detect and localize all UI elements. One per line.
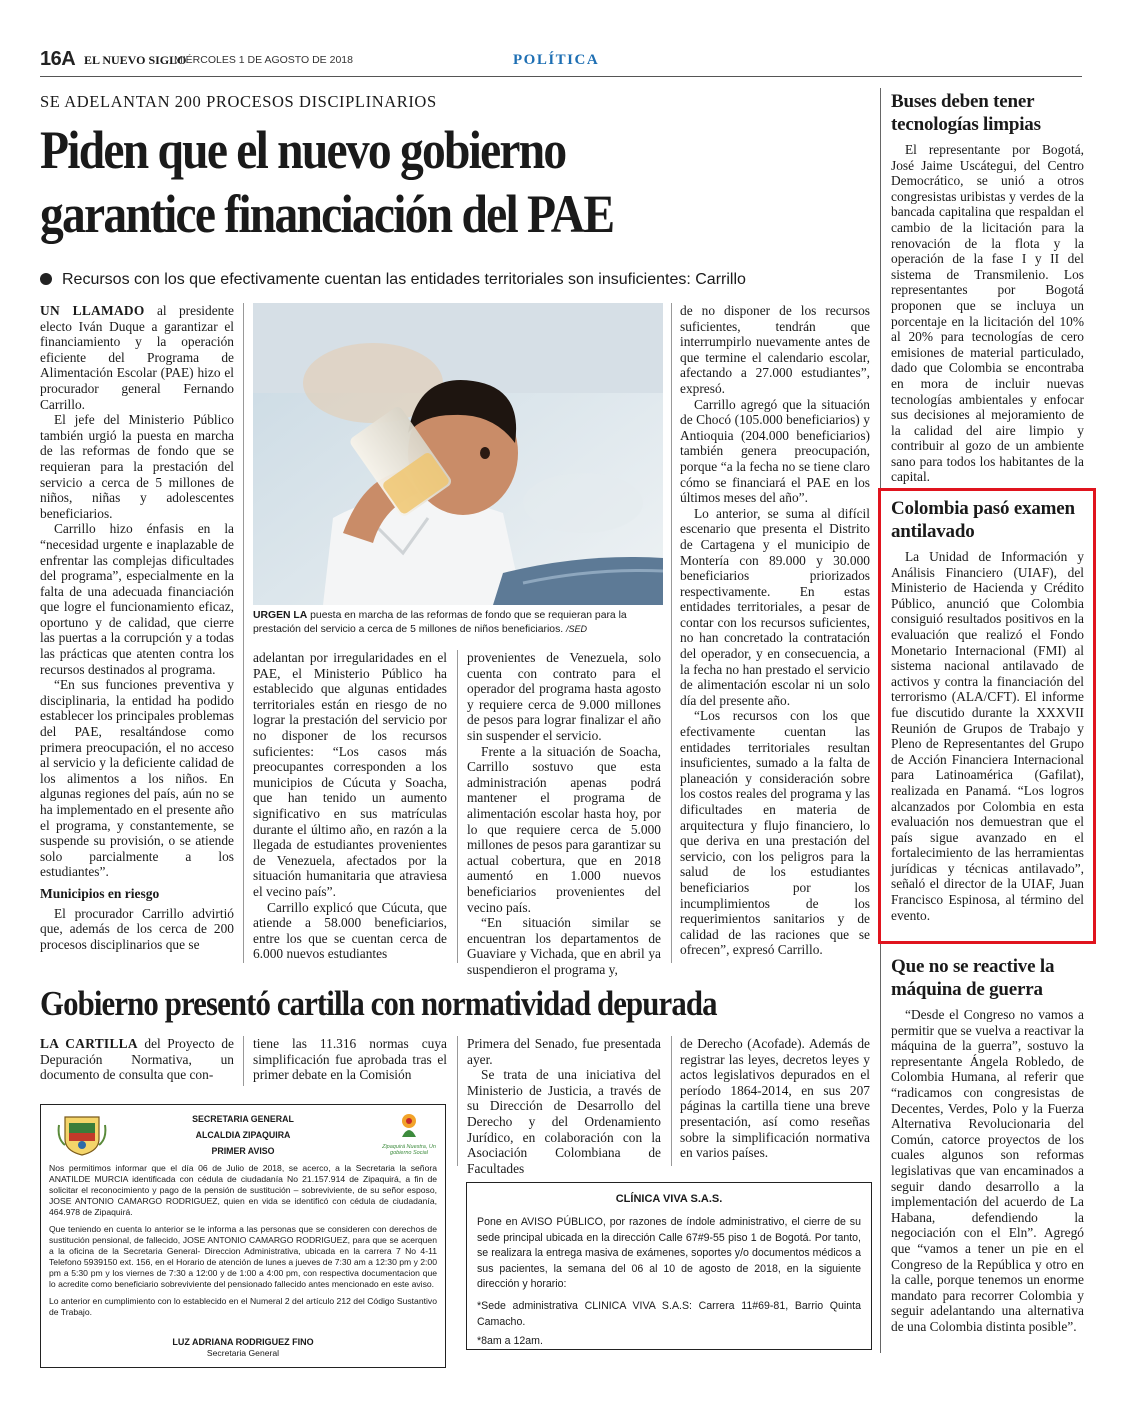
column-divider: [671, 1036, 672, 1166]
lead-in: UN LLAMADO: [40, 303, 145, 318]
sidebar-story-antilavado: [891, 497, 1084, 923]
paragraph: “Los recursos con los que efectivamente cuentan las entidades territoriales resultan insuficientes, sumado a la falta de planeación y consideración sobre los costos reales del programa y las dificultades en materia de arquitectura y flujo financiero, lo que deriva en una prestación del servicio, con los peligros para la salud de los estudiantes beneficiarios por los incumplimientos de los requerimientos sanitarios y de calidad de las raciones que se ofrecen”, expresó Carrillo.: [680, 708, 870, 958]
article-column-2: [253, 650, 447, 963]
notice-body: [49, 1163, 437, 1318]
second-column-2: [253, 1036, 447, 1083]
paragraph: de no disponer de los recursos suficientes, tendrán que interrumpirlo nuevamente antes de que termine el calendario escolar, afectando a 27.000 estudiantes”, expresó.: [680, 303, 870, 396]
story-title: Que no se reactive la máquina de guerra: [891, 956, 1055, 1000]
column-divider: [243, 1036, 244, 1086]
signer-role: Secretaria General: [206, 1348, 280, 1358]
lead-in: LA CARTILLA: [40, 1036, 138, 1051]
kicker: SE ADELANTAN 200 PROCESOS DISCIPLINARIOS: [40, 92, 437, 111]
column-divider: [243, 303, 244, 963]
paragraph: adelantan por irregularidades en el PAE, el Ministerio Público ha establecido que algunas entidades territoriales están en riesgo de no lograr la prestación del servicio por no disponer de los recursos suficientes: “Los casos más preocupantes corresponden a los municipios de Cúcuta y Soacha, que han tenido un aumento significativo en sus matrículas durante el último año, en razón a la llegada de estudiantes provenientes de Venezuela, afectados por la situación humanitaria que atraviesa el vecino país”.: [253, 650, 447, 899]
paragraph: Carrillo explicó que Cúcuta, que atiende a 58.000 beneficiarios, entre los que se cuentan cerca de 6.000 nuevos estudiantes: [253, 899, 447, 962]
paragraph: Frente a la situación de Soacha, Carrillo sostuvo que esta administración apenas podrá mantener el programa de alimentación escolar hasta hoy, por lo que requiere cerca de 5.000 millones de pesos para garantizar su actual cobertura, que en 2018 aumentó en 1.000 nuevos beneficiarios provenientes del vecino país.: [467, 743, 661, 915]
bullet-icon: [40, 273, 52, 285]
deck: [40, 271, 880, 289]
paragraph: “En situación similar se encuentran los departamentos de Guaviare y Vichada, que en abril ya suspendieron el programa y,: [467, 915, 661, 977]
paragraph: El procurador Carrillo advirtió que, además de los cerca de 200 procesos disciplinarios que se: [40, 905, 234, 952]
column-divider: [457, 1036, 458, 1166]
paragraph: Carrillo agregó que la situación de Chocó (105.000 beneficiarios) y Antioquia (204.000 beneficiarios) también genera preocupación, porque “a la fecha no se tiene claro cómo se financiará el PAE en los últimos meses del año”.: [680, 396, 870, 506]
notice-title-2: ALCALDIA ZIPAQUIRA: [195, 1130, 291, 1140]
notice-paragraph: *Sede administrativa CLINICA VIVA S.A.S: Carrera 11#69-81, Barrio Quinta Camacho.: [477, 1299, 861, 1328]
main-headline: [40, 118, 779, 246]
notice-title-3: PRIMER AVISO: [211, 1146, 275, 1156]
photo-credit: /SED: [566, 623, 588, 634]
paragraph: al presidente electo Iván Duque a garantizar el financiamiento y la operación eficiente del Programa de Alimentación Escolar (PAE) hizo el procurador general Fernando Carrillo.: [40, 303, 235, 412]
story-title: Colombia pasó examen antilavado: [891, 498, 1075, 542]
photo-caption: [253, 609, 663, 636]
story-body: “Desde el Congreso no vamos a permitir que se vuelva a reactivar la máquina de la guerra”, sostuvo la representante Ángela Robledo, de Colombia Humana, al referir que “radicamos con congresistas de Decentes, Verdes, Polo y la Fuerza Alternativa Revolucionaria del Común, catorce proyectos de los cuales algunos son reformas legislativas que van encaminados a seguir dando desarrollo a la implementación del acuerdo de La Habana, defendiendo la negociación con el Eln”. Agregó que “vamos a tener un pie en el Congreso de la República y otro en la calle, porque tenemos un enorme mandato para recorrer Colombia y seguir adelantando una alternativa de una Colombia distinta posible”.: [891, 1007, 1084, 1334]
paragraph: tiene las 11.316 normas cuya simplificación fue aprobada tras el primer debate en la Comisión: [253, 1036, 447, 1083]
column-divider: [457, 650, 458, 963]
paragraph: “En sus funciones preventiva y disciplinaria, la entidad ha podido establecer los principales problemas del PAE, resaltándose como primera preocupación, el no acceso al servicio y la deficiente calidad de los alimentos a los niños. En algunas regiones del país, aún no se ha implementado en el presente año el programa, y constantemente, se suspende su provisión, o se atiende solo parcialmente a los estudiantes”.: [40, 677, 234, 880]
article-column-3: [467, 650, 661, 977]
story-body: El representante por Bogotá, José Jaime Uscátegui, del Centro Democrático, se unió a otros congresistas uribistas y verdes de la bancada capitalina que respaldan el cambio de la licitación para la renovación de la flota y la operación de la fase I y II del sistema de Transmilenio. Los representantes por Bogotá proponen que se incluya un porcentaje en la licitación del 10% al 20% para tecnologías de cero emisiones de material particulado, dado que Colombia se encontraba en mora de incluir nuevas tecnologías ambientales y enfocar sus decisiones al mejoramiento de la calidad del aire limpio y contribuir al gozo de un ambiente sano para todos los habitantes de la capital.: [891, 142, 1084, 485]
sidebar-story-guerra: [891, 955, 1084, 1334]
second-headline: Gobierno presentó cartilla con normatividad depurada: [40, 984, 717, 1023]
signer-name: LUZ ADRIANA RODRIGUEZ FINO: [172, 1337, 314, 1347]
subheading: Municipios en riesgo: [40, 885, 160, 901]
paragraph: Carrillo hizo énfasis en la “necesidad urgente e inaplazable de enfrentar las complejas dificultades del programa”, especialmente en la falta de una adecuada financiación que logre el funcionamiento eficaz, oportuno y de calidad, que cierre las puertas a la corrupción y a todas las prácticas que atenten contra los recursos destinados al programa.: [40, 521, 234, 677]
paragraph: de Derecho (Acofade). Además de registrar las leyes, decretos leyes y actos legislativos depurados en el período 1864-2014, en sus 207 páginas la cartilla tiene una breve presentación, así como reseñas sobre la simplificación normativa en varios países.: [680, 1036, 870, 1161]
article-column-1: [40, 303, 234, 963]
second-column-1: [40, 1036, 234, 1083]
notice-paragraph: *8am a 12am.: [477, 1335, 543, 1348]
notice-paragraph: Lo anterior en cumplimiento con lo establecido en el Numeral 2 del artículo 212 del Código Sustantivo de Trabajo.: [49, 1296, 437, 1317]
notice-title-1: SECRETARIA GENERAL: [192, 1114, 294, 1124]
second-column-4: [680, 1036, 870, 1161]
logo-slogan: Zipaquirá Nuestra, Un gobierno Social: [382, 1144, 436, 1156]
headline-line-1: Piden que el nuevo gobierno: [40, 120, 566, 180]
paragraph: del Proyecto de Depuración Normativa, un documento de consulta que con-: [40, 1036, 234, 1083]
paragraph: Lo anterior, se suma al difícil escenario que presenta el Distrito de Cartagena y el municipio de Montería con 89.000 y 30.000 beneficiarios priorizados respectivamente. En estas entidades territoriales, a pesar de contar con los recursos suficientes, no han concretado la contratación del operador, y en consecuencia, a la fecha no han prestado el servicio de alimentación escolar ni un solo día del presente año.: [680, 505, 870, 708]
issue-date: MIÉRCOLES 1 DE AGOSTO DE 2018: [174, 54, 353, 66]
notice-signature: [41, 1337, 445, 1359]
header-rule: [40, 76, 1082, 77]
story-body: La Unidad de Información y Análisis Financiero (UIAF), del Ministerio de Hacienda y Crédito Público, anunció que Colombia consiguió resultados positivos en la evaluación que realizó el Fondo Monetario Internacional (FMI) al sistema nacional antilavado de activos y contra la financiación del terrorismo (ALA/CFT). El informe fue discutido durante la XXXVII Reunión de Grupos de Trabajo y Pleno de Representantes del Grupo de Acción Financiera Internacional para Latinoamérica (Gafilat), realizada en Panamá. “Los logros alcanzados por Colombia en esta evaluación nos demuestran que el país sigue avanzado en el fortalecimiento de las herramientas jurídicas y técnicas antilavado”, señaló el director de la UIAF, Juan Francisco Espinosa, al término del evento.: [891, 549, 1084, 923]
headline-line-2: garantice financiación del PAE: [40, 184, 614, 244]
paragraph: El jefe del Ministerio Público también urgió la puesta en marcha de las reformas de fondo que se requieran para la prestación del servicio a cerca de 5 millones de niños, niñas y adolescentes beneficiarios.: [40, 412, 234, 521]
paragraph: Primera del Senado, fue presentada ayer.: [467, 1036, 661, 1067]
page-number: 16A: [40, 48, 76, 70]
legal-notice-clinica-viva: [466, 1182, 872, 1350]
story-title: Buses deben tener tecnologías limpias: [891, 91, 1041, 135]
notice-title: [41, 1111, 445, 1159]
article-column-4: [680, 303, 870, 963]
column-divider: [671, 303, 672, 963]
section-name: POLÍTICA: [513, 52, 600, 68]
deck-text: Recursos con los que efectivamente cuentan las entidades territoriales son insuficientes: Carrillo: [62, 271, 746, 288]
notice-body: [477, 1215, 861, 1350]
notice-paragraph: Pone en AVISO PÚBLICO, por razones de índole administrativo, el cierre de su sede principal ubicada en la dirección Calle 67#9-55 piso 1 de Bogotá. Por tanto, se realizara la entrega masiva de exámenes, soportes y/o documentos médicos a sus pacientes, la semana del 06 al 10 de agosto de 2018, en la siguiente dirección y horario:: [477, 1216, 861, 1291]
paragraph: Se trata de una iniciativa del Ministerio de Justicia, a través de su Dirección de Desarrollo del Derecho y del Ordenamiento Jurídico, en colaboración con la Asociación Colombiana de Facultades: [467, 1067, 661, 1176]
caption-text: puesta en marcha de las reformas de fondo que se requieran para la prestación del servicio a cerca de 5 millones de niños beneficiarios.: [253, 610, 627, 635]
newspaper-name: EL NUEVO SIGLO: [84, 53, 187, 67]
second-column-3: [467, 1036, 661, 1176]
legal-notice-zipaquira: [40, 1104, 446, 1368]
page-header: [40, 46, 1082, 74]
sidebar-story-buses: [891, 90, 1084, 485]
notice-paragraph: Que teniendo en cuenta lo anterior se le informa a las personas que se consideren con derechos de sustitución pensional, de fallecido, JOSE ANTONIO CAMARGO RODRIGUEZ, para que se acerquen a la oficina de la Secretaria General- Direccion Administrativa, ubicada en la carrera 7 No 4-11 Telefono 5939150 ext. 156, en el Horario de atención de lunes a jueves de 7:30 am a 12:30 pm y 2:00 pm a 5:30 pm y los viernes de 7:30 a 12:00 y de 1:00 a 4:00 pm, con respectiva documentacion que lo acredite como beneficiario sobreviviente del pensionado fallecido antes mencionado en este aviso.: [49, 1224, 437, 1289]
caption-lead: URGEN LA: [253, 610, 308, 621]
notice-title: CLÍNICA VIVA S.A.S.: [615, 1193, 723, 1205]
paragraph: provenientes de Venezuela, solo cuenta con contrato para el operador del programa hasta agosto y requiere cerca de 9.000 millones de pesos para lograr finalizar el año sin suspender el servicio.: [467, 650, 661, 743]
notice-paragraph: Nos permitimos informar que el día 06 de Julio de 2018, se acerco, a la Secretaria la señora ANATILDE MURCIA identificada con cédula de ciudadanía No 21.157.914 de Zipaquirá, a fin de solicitar el reconocimiento y pago de la pensión de sustitución – sobreviviente, de su señor esposo, JOSE ANTONIO CAMARGO RODRIGUEZ, quien en vida se identificó con cédula de ciudadanía, 464.978 de Zipaquirá.: [49, 1163, 437, 1217]
article-photo: [253, 303, 663, 605]
child-drinking-image: [253, 303, 663, 605]
